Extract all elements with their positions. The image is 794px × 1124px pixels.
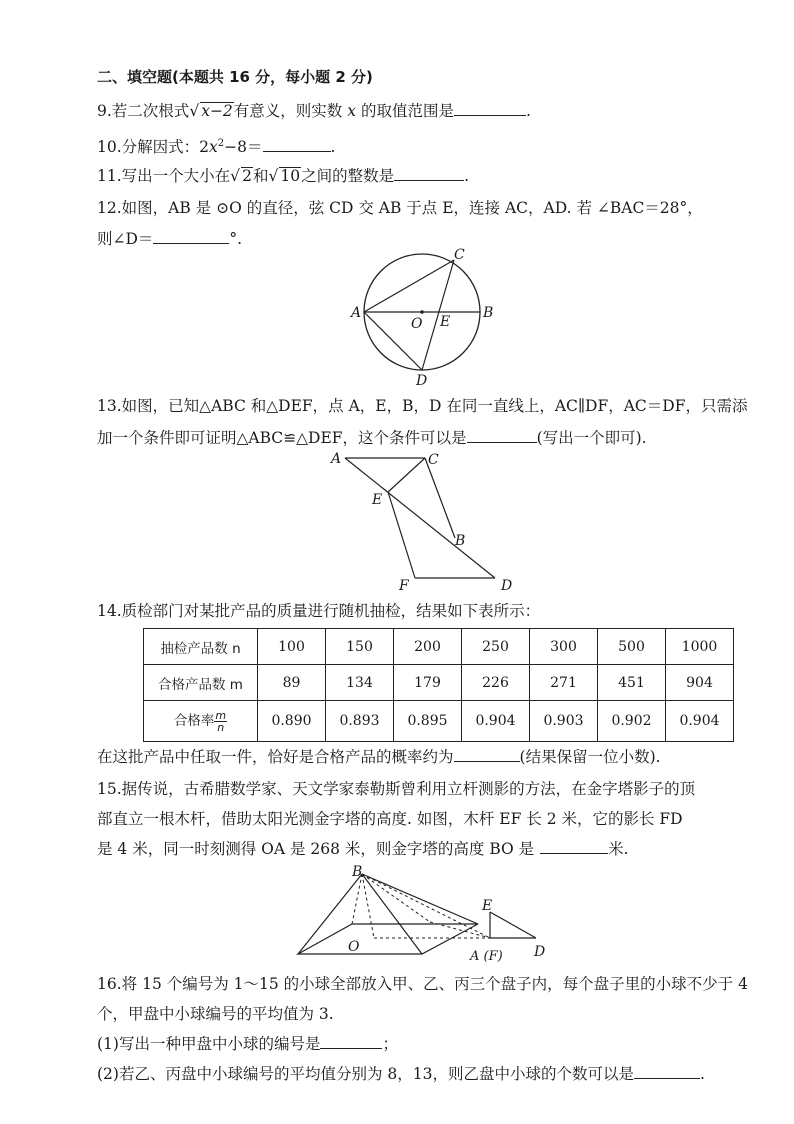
- answer-blank[interactable]: [320, 1034, 382, 1049]
- chord-ac: [364, 260, 454, 312]
- question-text: (1)写出一种甲盘中小球的编号是: [97, 1035, 321, 1053]
- question-number: 14.: [97, 602, 122, 620]
- pyramid-figure: [290, 862, 560, 966]
- punctuation: .: [699, 1065, 705, 1083]
- punctuation: .: [525, 102, 531, 120]
- label-e: E: [372, 492, 383, 508]
- question-14-line-1: [97, 600, 540, 622]
- table-cell: 300: [530, 629, 598, 665]
- variable: x: [347, 102, 356, 120]
- label-d: D: [416, 373, 428, 388]
- answer-blank[interactable]: [394, 166, 464, 181]
- question-number: 9.: [97, 102, 112, 120]
- center-point: [420, 310, 424, 314]
- table-cell: 500: [598, 629, 666, 665]
- label-e: E: [482, 898, 493, 914]
- row-header: [144, 701, 258, 742]
- question-number: 16.: [97, 975, 122, 993]
- section-title: 二、填空题(本题共 16 分，每小题 2 分): [97, 68, 373, 86]
- answer-blank[interactable]: [634, 1064, 700, 1079]
- answer-blank[interactable]: [263, 137, 331, 152]
- question-text: 是 4 米，同一时刻测得 OA 是 268 米，则金字塔的高度 BO 是: [97, 840, 535, 858]
- label-e: E: [440, 314, 451, 330]
- table-row: [144, 629, 734, 665]
- sampling-table: [143, 628, 734, 742]
- question-text: (2)若乙、丙盘中小球编号的平均值分别为 8，13，则乙盘中小球的个数可以是: [97, 1065, 634, 1083]
- fraction-m-over-n: [214, 710, 227, 733]
- question-11: 11.写出一个大小在√ 2和√ 10之间的整数是 .: [97, 167, 470, 185]
- question-text: 米.: [608, 840, 629, 858]
- punctuation: °.: [229, 230, 243, 248]
- question-text: 有意义，则实数: [233, 102, 343, 120]
- sun-ray: [362, 874, 493, 938]
- question-10: [97, 133, 335, 158]
- sqrt-expression: √ x−2: [189, 102, 233, 120]
- question-16-part-2: [97, 1063, 705, 1085]
- table-cell: 0.904: [462, 701, 530, 742]
- radicand: 10: [280, 167, 301, 185]
- answer-blank[interactable]: [153, 229, 229, 244]
- table-cell: 0.904: [666, 701, 734, 742]
- question-text: 据传说，古希腊数学家、天文学家泰勒斯曾利用立杆测影的方法，在金字塔影子的顶: [121, 780, 696, 798]
- question-13-line-1: [97, 395, 747, 417]
- label-d: D: [534, 944, 546, 960]
- question-15-line-1: [97, 778, 695, 800]
- label-o: O: [411, 316, 423, 332]
- question-text: 和: [252, 167, 269, 185]
- question-text: 的取值范围是: [360, 102, 454, 120]
- question-16-line-1: [97, 973, 748, 995]
- answer-blank[interactable]: [467, 428, 537, 443]
- question-13-line-2: [97, 427, 647, 449]
- row-header: 抽检产品数 n: [144, 629, 258, 665]
- question-text: 如图，已知△ABC 和△DEF，点 A，E，B，D 在同一直线上，AC∥DF，AC＝DF，只需添: [121, 397, 748, 415]
- question-text: (结果保留一位小数).: [519, 748, 661, 766]
- segment-ce: [388, 458, 425, 492]
- table-cell: 904: [666, 665, 734, 701]
- fraction-denominator: n: [217, 720, 225, 734]
- question-number: 10.: [97, 138, 122, 157]
- ground-helper: [298, 938, 490, 954]
- punctuation: .: [464, 167, 470, 185]
- question-number: 11.: [97, 167, 122, 185]
- answer-blank[interactable]: [454, 747, 520, 762]
- pyramid-edge: [362, 874, 422, 954]
- height-bo: [362, 874, 374, 938]
- table-cell: 200: [394, 629, 462, 665]
- question-text: 则∠D＝: [97, 230, 154, 248]
- radicand: x−2: [201, 102, 233, 120]
- label-c: C: [428, 452, 439, 468]
- question-9: [97, 100, 531, 122]
- variable: x: [209, 138, 218, 157]
- table-cell: 150: [326, 629, 394, 665]
- label-c: C: [454, 247, 465, 263]
- circle-figure: [340, 246, 510, 388]
- answer-blank[interactable]: [454, 101, 526, 116]
- label-b: B: [483, 305, 494, 321]
- line-aebd: [345, 458, 495, 578]
- table-cell: 226: [462, 665, 530, 701]
- question-number: 13.: [97, 397, 122, 415]
- fraction-numerator: m: [215, 708, 227, 722]
- table-cell: 0.890: [258, 701, 326, 742]
- pyramid-base: [298, 924, 478, 954]
- segment-ef: [388, 492, 415, 578]
- punctuation: ；: [382, 1035, 398, 1053]
- pyramid-hidden-edge: [352, 874, 362, 924]
- table-row: [144, 665, 734, 701]
- question-12-line-1: [97, 197, 703, 219]
- table-cell: 0.903: [530, 701, 598, 742]
- row-header-label: 合格率: [173, 713, 215, 730]
- row-header: 合格产品数 m: [144, 665, 258, 701]
- label-a: A: [351, 305, 362, 321]
- table-cell: 1000: [666, 629, 734, 665]
- question-text: −8＝: [224, 138, 263, 157]
- table-cell: 100: [258, 629, 326, 665]
- question-text: 如图，AB 是 ⊙O 的直径，弦 CD 交 AB 于点 E，连接 AC，AD. 若 ∠BAC＝28°，: [121, 199, 703, 217]
- question-15-line-3: [97, 838, 629, 860]
- label-a-f: A (F): [470, 949, 503, 964]
- label-o: O: [348, 939, 360, 955]
- answer-blank[interactable]: [540, 839, 608, 854]
- label-b: B: [455, 533, 466, 549]
- table-cell: 0.895: [394, 701, 462, 742]
- question-text: 质检部门对某批产品的质量进行随机抽检，结果如下表所示：: [121, 602, 541, 620]
- question-text: 部直立一根木杆，借助太阳光测金字塔的高度. 如图，木杆 EF 长 2 米，它的影长 FD: [97, 810, 683, 828]
- question-number: 15.: [97, 780, 122, 798]
- question-text: 若二次根式: [111, 102, 190, 120]
- label-b: B: [352, 864, 363, 880]
- question-text: 分解因式：2: [121, 138, 210, 157]
- table-cell: 250: [462, 629, 530, 665]
- question-16-part-1: [97, 1033, 398, 1055]
- question-text: (写出一个即可).: [536, 429, 647, 447]
- table-row: [144, 701, 734, 742]
- table-cell: 134: [326, 665, 394, 701]
- question-number: 12.: [97, 199, 122, 217]
- question-15-line-2: [97, 808, 683, 830]
- table-cell: 0.893: [326, 701, 394, 742]
- question-16-line-2: [97, 1003, 334, 1025]
- label-a: A: [331, 451, 342, 467]
- triangle-figure: [325, 448, 525, 594]
- pyramid-edge: [362, 874, 478, 924]
- question-text: 之间的整数是: [301, 167, 395, 185]
- radicand: 2: [242, 167, 252, 185]
- question-text: 加一个条件即可证明△ABC≌△DEF，这个条件可以是: [97, 429, 467, 447]
- question-14-followup: [97, 746, 661, 768]
- exponent: 2: [217, 138, 225, 149]
- table-cell: 271: [530, 665, 598, 701]
- label-f: F: [399, 578, 409, 594]
- pyramid-hidden-edge: [362, 874, 430, 922]
- table-cell: 0.902: [598, 701, 666, 742]
- table-cell: 451: [598, 665, 666, 701]
- label-d: D: [501, 578, 513, 594]
- question-text: 个，甲盘中小球编号的平均值为 3.: [97, 1005, 334, 1023]
- question-text: 在这批产品中任取一件，恰好是合格产品的概率约为: [97, 748, 454, 766]
- question-text: 将 15 个编号为 1～15 的小球全部放入甲、乙、丙三个盘子内，每个盘子里的小球不少于 4: [121, 975, 748, 993]
- ray-ed: [490, 912, 536, 938]
- question-text: 写出一个大小在: [121, 167, 231, 185]
- table-cell: 89: [258, 665, 326, 701]
- table-cell: 179: [394, 665, 462, 701]
- punctuation: .: [330, 138, 336, 157]
- question-12-line-2: [97, 228, 242, 250]
